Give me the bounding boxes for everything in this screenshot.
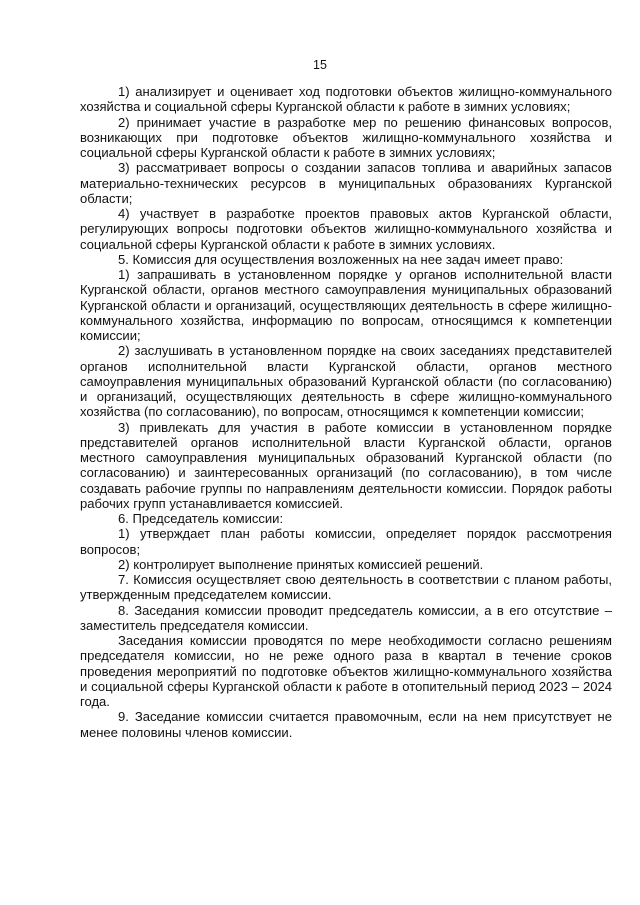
paragraph-chairman-heading: 6. Председатель комиссии: (118, 511, 284, 526)
paragraph-financial-measures: 2) принимает участие в разработке мер по решению финансовых вопросов, возникающих при подготовке объектов жилищно-коммунального хозяйства и социальной сферы Курганской области к работе в зимних условиях; (80, 114, 612, 160)
paragraph-meetings-chairman: 8. Заседания комиссии проводит председатель комиссии, а в его отсутствие – заместитель председателя комиссии. (80, 602, 612, 633)
paragraph-analyzes-preparation: 1) анализирует и оценивает ход подготовки объектов жилищно-коммунального хозяйства и социальной сферы Курганской области к работе в зимних условиях; (80, 84, 612, 115)
paragraph-commission-rights-heading: 5. Комиссия для осуществления возложенных на нее задач имеет право: (118, 251, 564, 267)
paragraph-fuel-reserves: 3) рассматривает вопросы о создании запасов топлива и аварийных запасов материально-технических ресурсов в муниципальных образованиях Курганской области; (80, 160, 612, 206)
paragraph-right-hear-representatives: 2) заслушивать в установленном порядке на своих заседаниях представителей органов исполнительной власти Курганской области, органов местного самоуправления муниципальных образований Курганской области (по согласованию) и организаций, осуществляющих деятельность в сфере жилищно-коммунального хозяйства (по согласованию), по вопросам, относящимся к компетенции комиссии; (80, 343, 612, 420)
paragraph-chairman-approves-plan: 1) утверждает план работы комиссии, определяет порядок рассмотрения вопросов; (80, 526, 612, 557)
paragraph-chairman-controls-decisions: 2) контролирует выполнение принятых комиссией решений. (118, 556, 484, 572)
paragraph-right-request-info: 1) запрашивать в установленном порядке у органов исполнительной власти Курганской области, органов местного самоуправления муниципальных образований Курганской области и организаций, осуществляющих деятельность в сфере жилищно-коммунального хозяйства, информацию по вопросам, относящимся к компетенции комиссии; (80, 267, 612, 343)
document-body (80, 84, 612, 740)
paragraph-right-involve-representatives: 3) привлекать для участия в работе комиссии в установленном порядке представителей органов исполнительной власти Курганской области, органов местного самоуправления муниципальных образований Курганской области (по согласованию) и заинтересованных организаций (по согласованию), в том числе создавать рабочие группы по направлениям деятельности комиссии. Порядок работы рабочих групп устанавливается комиссией. (80, 419, 612, 511)
paragraph-commission-activity-plan: 7. Комиссия осуществляет свою деятельность в соответствии с планом работы, утвержденным председателем комиссии. (80, 572, 612, 603)
paragraph-legal-acts: 4) участвует в разработке проектов правовых актов Курганской области, регулирующих вопросы подготовки объектов жилищно-коммунального хозяйства и социальной сферы Курганской области к работе в зимних условиях. (80, 206, 612, 252)
page-number: 15 (313, 58, 327, 72)
paragraph-quorum: 9. Заседание комиссии считается правомочным, если на нем присутствует не менее половины членов комиссии. (80, 709, 612, 740)
paragraph-meetings-frequency: Заседания комиссии проводятся по мере необходимости согласно решениям председателя комиссии, но не реже одного раза в квартал в течение сроков проведения мероприятий по подготовке объектов жилищно-коммунального хозяйства и социальной сферы Курганской области к работе в отопительный период 2023 – 2024 года. (80, 633, 612, 709)
